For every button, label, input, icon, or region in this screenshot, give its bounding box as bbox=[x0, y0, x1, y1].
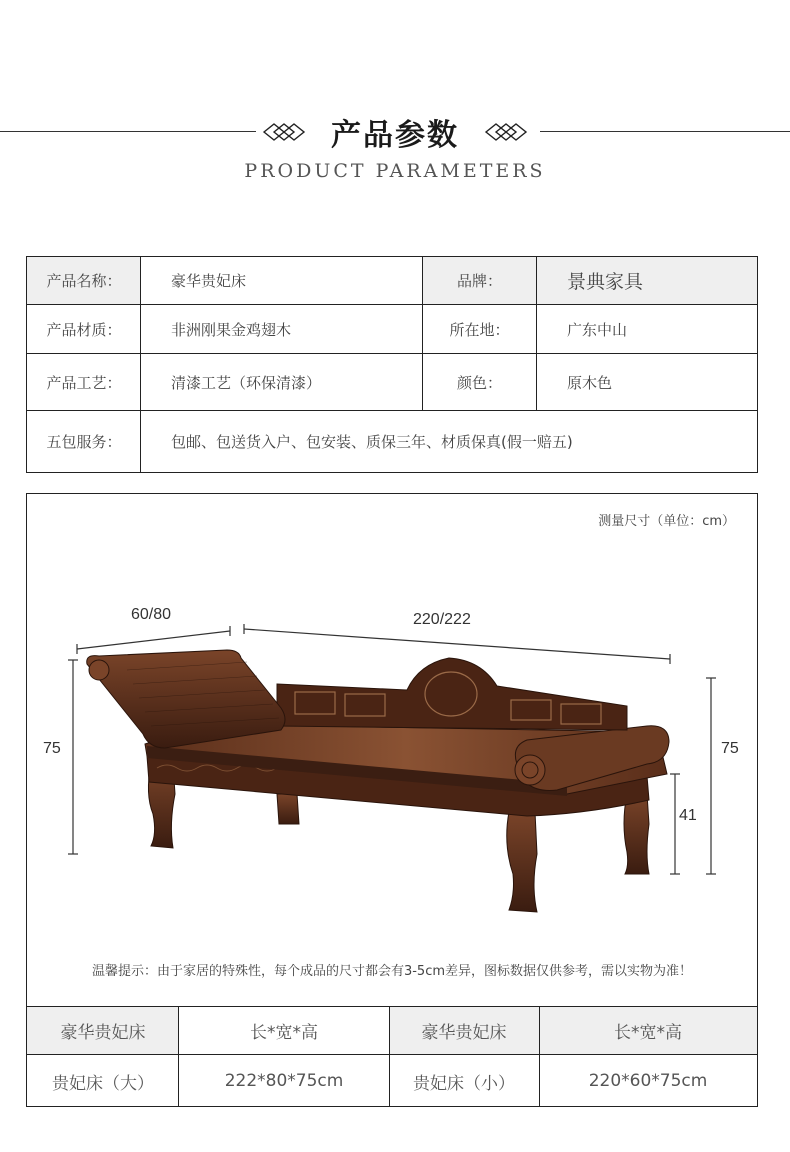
param-value: 包邮、包送货入户、包安装、质保三年、材质保真(假一赔五) bbox=[171, 433, 573, 451]
page-title: 产品参数 bbox=[331, 118, 459, 153]
dim-depth-label: 60/80 bbox=[131, 606, 172, 623]
dim-length-label: 220/222 bbox=[413, 611, 471, 628]
param-label: 品牌： bbox=[422, 257, 537, 304]
param-value: 豪华贵妃床 bbox=[171, 272, 247, 290]
size-cell: 220*60*75cm bbox=[588, 1071, 708, 1091]
param-value: 原木色 bbox=[567, 373, 613, 392]
param-row-material bbox=[27, 305, 757, 354]
page-subtitle: PRODUCT PARAMETERS bbox=[244, 160, 546, 182]
size-table-header bbox=[27, 1007, 757, 1055]
header-rule-right bbox=[540, 131, 790, 132]
param-label: 五包服务： bbox=[46, 433, 122, 451]
param-value: 非洲刚果金鸡翅木 bbox=[171, 320, 292, 339]
size-table-row bbox=[27, 1055, 757, 1107]
dim-height-left-label: 75 bbox=[43, 740, 61, 757]
size-header-cell: 豪华贵妃床 bbox=[389, 1007, 539, 1054]
diamond-ornament-right-icon bbox=[484, 122, 530, 142]
diamond-ornament-left-icon bbox=[262, 122, 308, 142]
param-row-craft bbox=[27, 354, 757, 411]
param-label: 产品工艺： bbox=[46, 373, 122, 392]
parameter-table bbox=[26, 256, 758, 473]
size-cell: 222*80*75cm bbox=[224, 1071, 344, 1091]
param-label: 所在地： bbox=[449, 320, 510, 339]
size-header-cell: 豪华贵妃床 bbox=[27, 1007, 179, 1054]
param-label: 产品材质： bbox=[46, 320, 122, 339]
param-value: 景典家具 bbox=[537, 257, 757, 304]
unit-note: 测量尺寸（单位：cm） bbox=[598, 514, 735, 529]
param-label: 产品名称： bbox=[27, 257, 141, 304]
header-rule-left bbox=[0, 131, 256, 132]
dim-height-right-label: 75 bbox=[721, 740, 739, 757]
param-label: 颜色： bbox=[456, 373, 502, 392]
size-header-cell: 长*宽*高 bbox=[250, 1023, 318, 1043]
size-header-cell: 长*宽*高 bbox=[539, 1007, 757, 1054]
param-value: 广东中山 bbox=[567, 320, 628, 339]
dimension-diagram bbox=[26, 493, 758, 1107]
param-value: 清漆工艺（环保清漆） bbox=[171, 373, 322, 392]
param-row-name bbox=[27, 257, 757, 305]
size-table bbox=[27, 1006, 757, 1107]
chaise-lounge-image bbox=[27, 494, 757, 964]
param-row-service bbox=[27, 411, 757, 472]
dim-seat-height-label: 41 bbox=[679, 807, 697, 824]
disclaimer-text: 温馨提示：由于家居的特殊性，每个成品的尺寸都会有3-5cm差异，图标数据仅供参考，需以实物为准！ bbox=[91, 964, 693, 979]
size-cell: 贵妃床（小） bbox=[413, 1073, 515, 1094]
size-cell: 贵妃床（大） bbox=[52, 1073, 154, 1094]
